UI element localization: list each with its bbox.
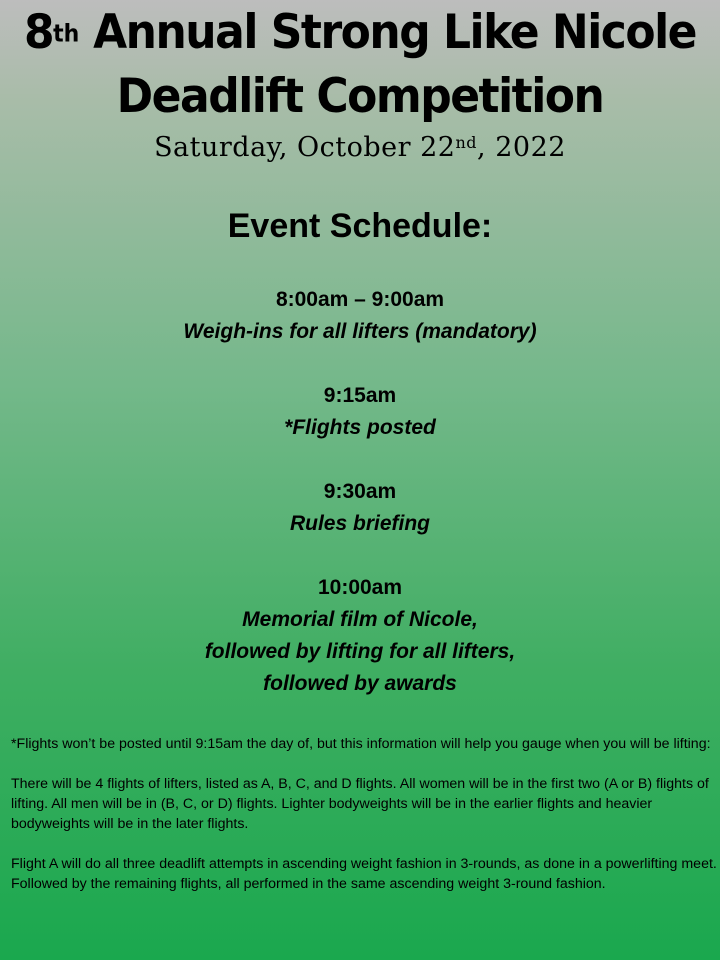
date-prefix: Saturday, October 22 [154,132,456,163]
event-title-line-2: Deadlift Competition [116,68,604,125]
title-ordinal-number: 8 [23,4,54,61]
schedule-description-line-1: Memorial film of Nicole, [242,608,478,631]
note-flights-posting: *Flights won’t be posted until 9:15am the day of, but this information will help you gauge when you will be lifting: [11,736,711,752]
schedule-item-rules-briefing [0,476,720,540]
note-flight-rounds: Flight A will do all three deadlift attempts in ascending weight fashion in 3-rounds, as done in a powerlifting meet. Followed by the remaining flights, all performed in the same ascending weight 3-round fashion. [11,856,717,892]
schedule-description-line-3: followed by awards [263,672,457,695]
schedule-description: *Flights posted [284,416,436,439]
schedule-time: 9:30am [323,480,397,503]
date-ordinal-suffix: nd [455,133,478,152]
event-date [0,132,720,163]
schedule-description: Rules briefing [289,512,431,535]
schedule-item-memorial-and-lifting [0,572,720,700]
schedule-item-weigh-ins [0,284,720,348]
date-year: , 2022 [477,132,566,163]
schedule-description: Weigh-ins for all lifters (mandatory) [183,320,537,343]
event-title-line-1 [0,4,720,61]
title-ordinal-suffix: th [53,21,80,49]
schedule-item-flights-posted [0,380,720,444]
title-line-1-text: Annual Strong Like Nicole [79,4,697,61]
schedule-description-line-2: followed by lifting for all lifters, [204,640,516,663]
note-flight-groups: There will be 4 flights of lifters, listed as A, B, C, and D flights. All women will be in the first two (A or B) flights of lifting. All men will be in (B, C, or D) flights. Lighter bodyweights will be in the earlier flights and heavier bodyweights will be in the later flights. [11,776,709,832]
schedule-time: 9:15am [323,384,397,407]
schedule-heading: Event Schedule: [227,207,493,245]
flight-notes [11,734,717,914]
schedule-time: 8:00am – 9:00am [275,288,445,311]
schedule-time: 10:00am [317,576,403,599]
